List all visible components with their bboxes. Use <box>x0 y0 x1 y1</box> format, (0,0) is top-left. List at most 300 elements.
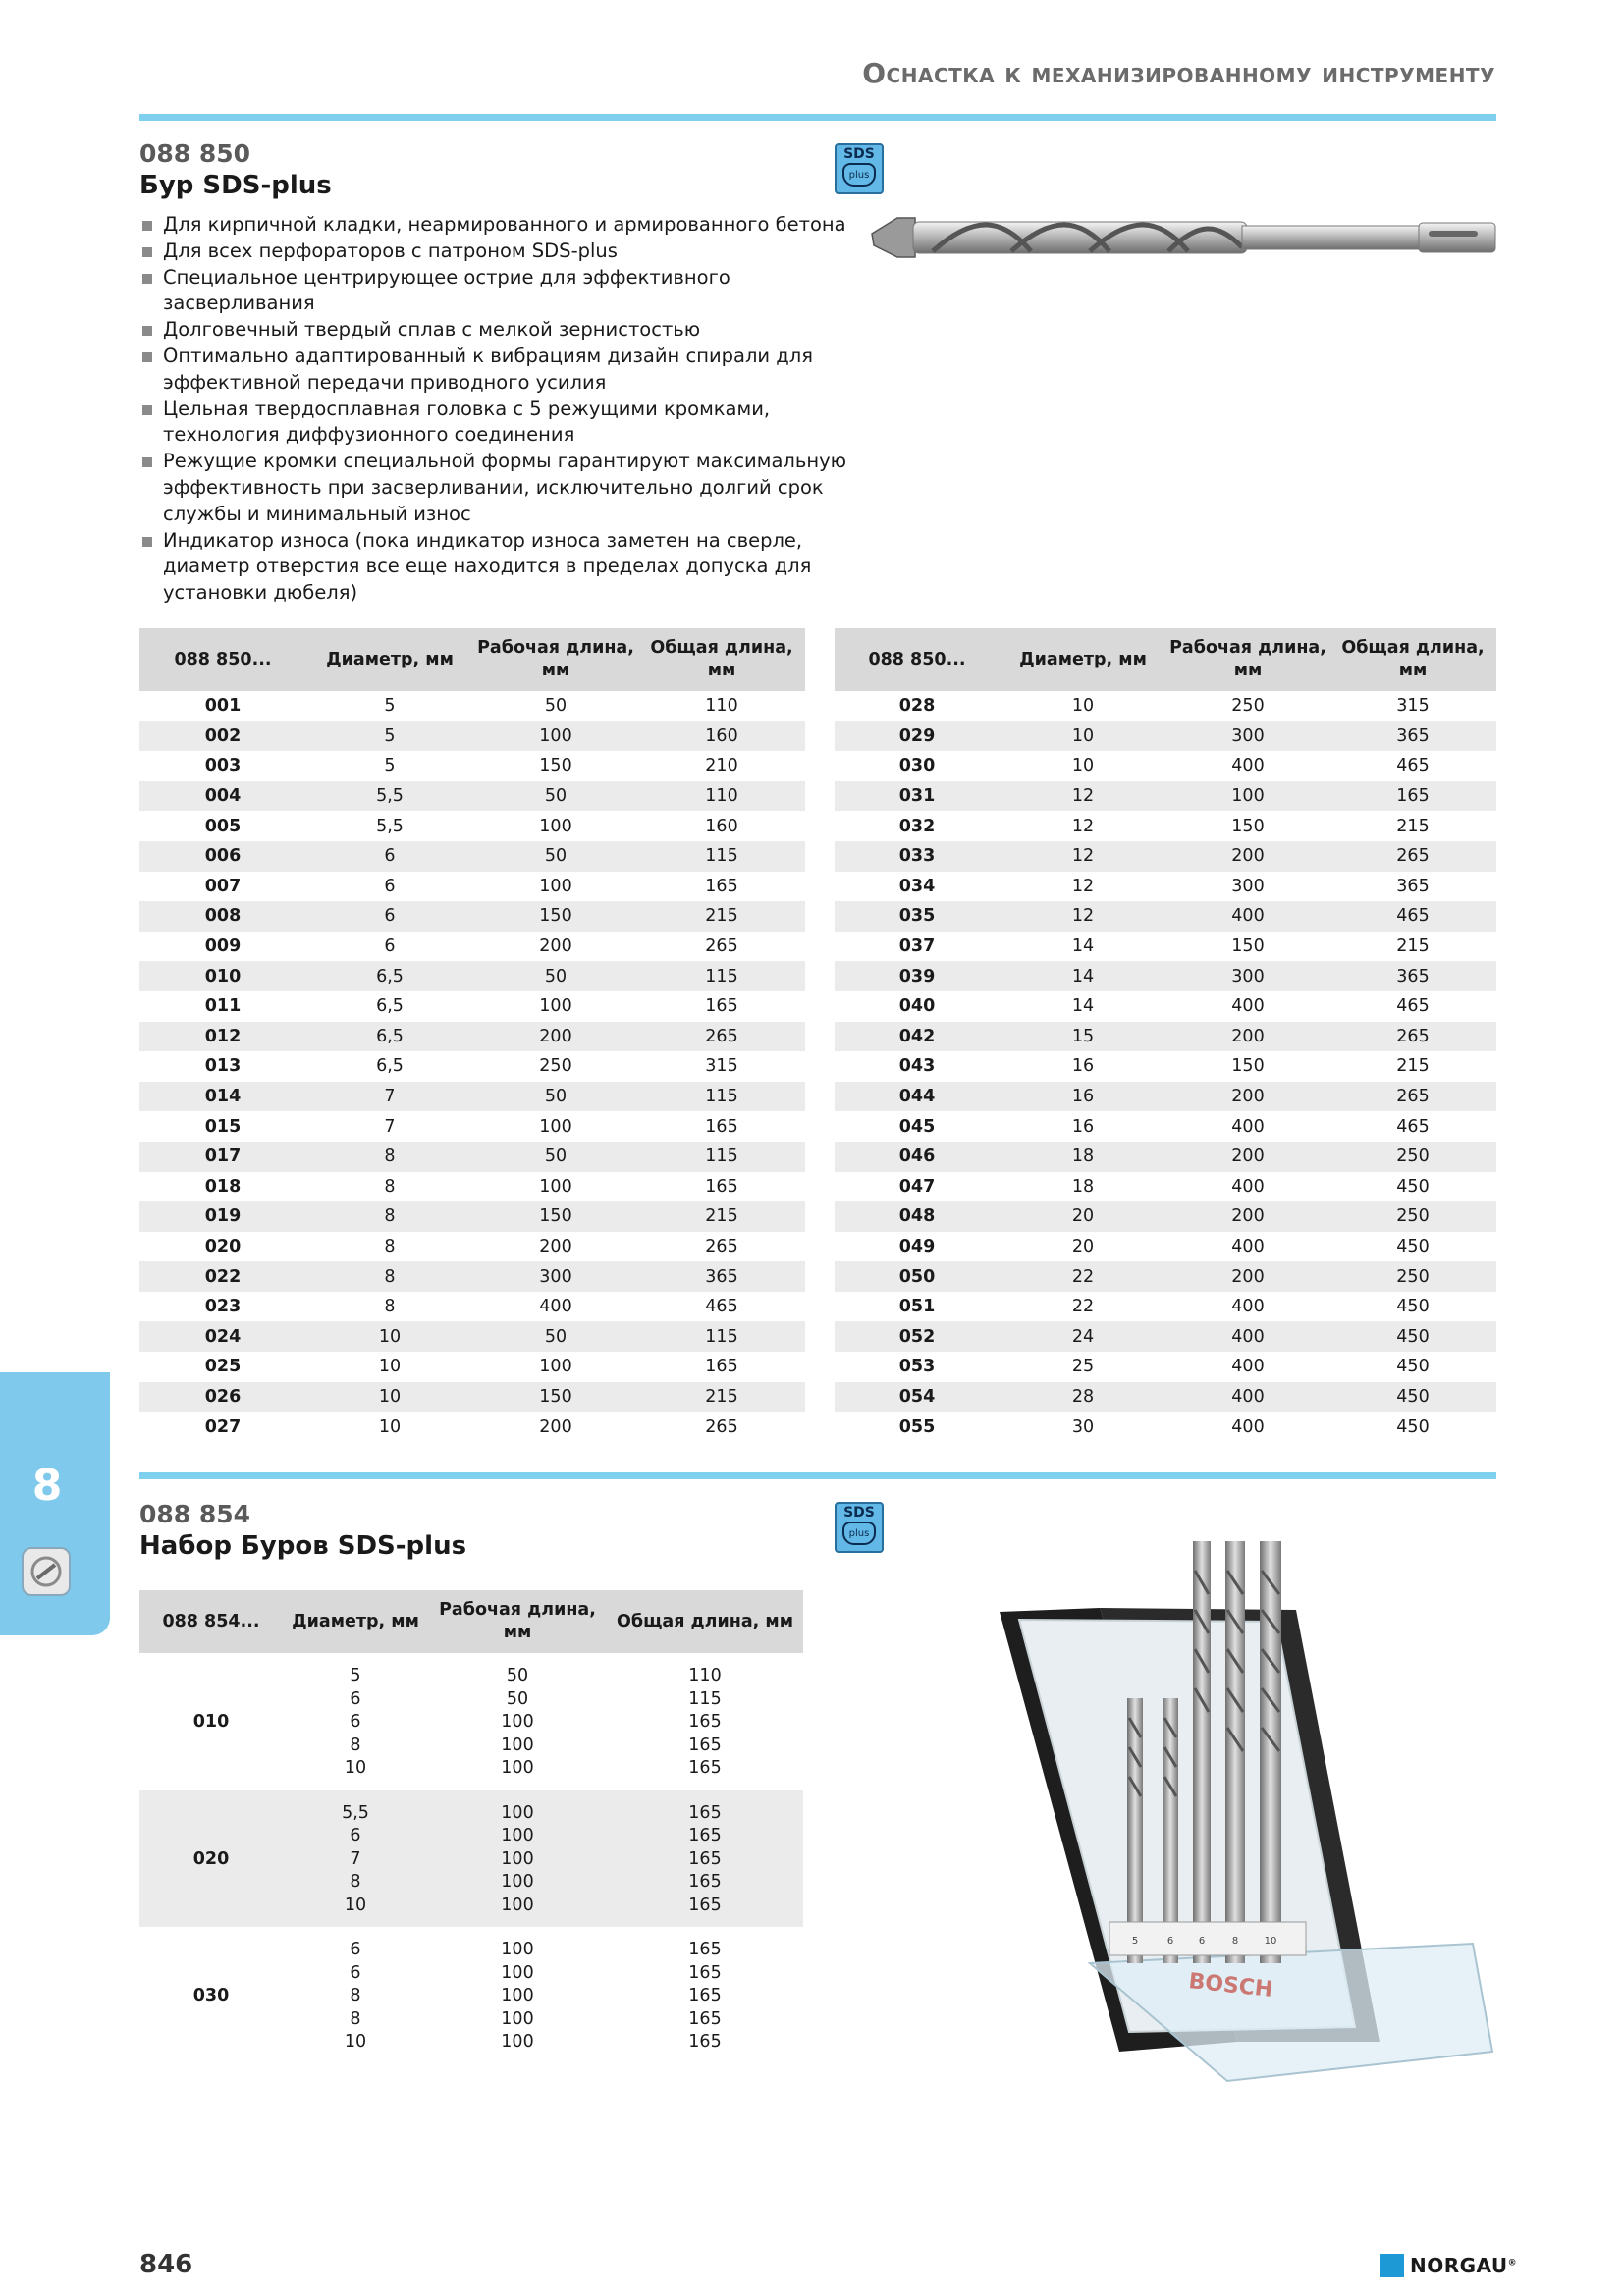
total-length-cell: 165 <box>705 876 738 896</box>
feature-item: Долговечный твердый сплав с мелкой зернистостью <box>139 317 866 344</box>
total-length-cell: 215 <box>638 901 805 932</box>
diameter-cell <box>283 1927 428 2064</box>
table-row <box>139 1111 805 1142</box>
diameter-cell: 10 <box>1000 721 1166 752</box>
feature-item: Цельная твердосплавная головка с 5 режущими кромками, технология диффузионного соединения <box>139 397 866 450</box>
article-cell: 015 <box>204 1116 242 1137</box>
value-line: 165 <box>688 1712 722 1732</box>
article-cell: 030 <box>898 756 936 776</box>
work-length-cell: 200 <box>1166 1261 1329 1292</box>
total-length-cell: 450 <box>1329 1321 1496 1352</box>
work-length-cell: 400 <box>1231 756 1265 776</box>
total-length-cell: 450 <box>1396 1236 1430 1256</box>
value-line: 6 <box>350 1940 361 1959</box>
article-cell: 027 <box>204 1416 242 1437</box>
value-line: 165 <box>688 1758 722 1778</box>
diameter-cell: 14 <box>1071 996 1095 1017</box>
article-cell: 047 <box>898 1176 936 1197</box>
case-label-5: 10 <box>1264 1936 1277 1947</box>
total-length-cell: 115 <box>638 1082 805 1112</box>
work-length-cell: 400 <box>1166 1321 1329 1352</box>
diameter-cell: 5,5 <box>306 781 473 812</box>
sds-icon-sublabel: plus <box>842 1522 876 1545</box>
case-label-3: 6 <box>1198 1936 1206 1947</box>
work-length-cell: 100 <box>539 1116 572 1137</box>
value-line: 5 <box>350 1666 361 1685</box>
table-row <box>835 1172 1496 1202</box>
total-length-cell: 450 <box>1329 1382 1496 1413</box>
table-row <box>835 841 1496 872</box>
value-line: 6 <box>350 1962 361 1983</box>
diameter-cell: 30 <box>1071 1416 1095 1437</box>
work-length-cell: 400 <box>1166 901 1329 932</box>
work-length-cell: 150 <box>1231 816 1265 836</box>
article-cell: 020 <box>204 1236 242 1256</box>
article-cell: 042 <box>835 1022 1000 1052</box>
value-line: 8 <box>350 1735 361 1755</box>
value-line: 10 <box>344 2032 367 2052</box>
diameter-cell: 7 <box>384 1116 396 1137</box>
value-line: 165 <box>688 1940 722 1959</box>
table-row <box>835 901 1496 932</box>
value-line: 7 <box>350 1848 361 1869</box>
article-cell: 013 <box>204 1056 242 1077</box>
work-length-cell: 300 <box>1231 876 1265 896</box>
diameter-cell: 18 <box>1000 1142 1166 1172</box>
diameter-cell: 10 <box>306 1321 473 1352</box>
article-cell: 049 <box>898 1236 936 1256</box>
table-row <box>835 1051 1496 1082</box>
work-length-cell: 200 <box>1166 1142 1329 1172</box>
total-length-cell: 315 <box>1396 696 1430 717</box>
work-length-cell: 150 <box>473 1201 638 1232</box>
total-length-cell <box>607 1790 803 1928</box>
work-length-cell: 200 <box>539 1236 572 1256</box>
diameter-cell: 10 <box>306 1382 473 1413</box>
table-row <box>835 721 1496 752</box>
table-row <box>139 1022 805 1052</box>
total-length-cell: 450 <box>1396 1357 1430 1377</box>
diameter-cell: 14 <box>1071 936 1095 957</box>
article-cell: 004 <box>139 781 306 812</box>
brand-square-icon <box>1380 2254 1404 2277</box>
work-length-cell: 400 <box>1231 1297 1265 1317</box>
sds-plus-icon <box>835 1502 884 1553</box>
diameter-cell: 18 <box>1071 1176 1095 1197</box>
article-cell: 009 <box>204 936 242 957</box>
total-length-cell: 210 <box>705 756 738 776</box>
total-length-cell: 265 <box>1329 1022 1496 1052</box>
diameter-cell: 10 <box>1071 756 1095 776</box>
brand-logo <box>1380 2254 1517 2277</box>
total-length-cell: 265 <box>638 1022 805 1052</box>
value-line: 100 <box>501 1872 534 1892</box>
table-row <box>835 1232 1496 1262</box>
diameter-cell: 16 <box>1071 1056 1095 1077</box>
case-label-1: 5 <box>1131 1936 1139 1947</box>
table-row <box>139 1201 805 1232</box>
brand-name: NORGAU <box>1410 2254 1508 2277</box>
table-row <box>835 1352 1496 1382</box>
value-line: 100 <box>501 1802 534 1823</box>
work-length-cell: 200 <box>539 936 572 957</box>
diameter-cell: 12 <box>1071 816 1095 836</box>
value-line: 165 <box>688 1802 722 1823</box>
case-label-4: 8 <box>1231 1936 1239 1947</box>
table-row <box>835 811 1496 841</box>
table-row <box>139 1172 805 1202</box>
total-length-cell: 165 <box>705 1116 738 1137</box>
diameter-cell: 6,5 <box>376 1056 404 1077</box>
table-row <box>139 781 805 812</box>
diameter-cell: 14 <box>1000 961 1166 991</box>
article-cell: 025 <box>204 1357 242 1377</box>
section-title: Оснастка к механизированному инструменту <box>862 57 1495 89</box>
table-row <box>835 1382 1496 1413</box>
table-row <box>139 721 805 752</box>
feature-item: Оптимально адаптированный к вибрациям дизайн спирали для эффективной передачи приводного усилия <box>139 344 866 397</box>
diameter-cell: 12 <box>1000 901 1166 932</box>
diameter-cell: 5 <box>384 696 396 717</box>
value-line: 100 <box>501 1758 534 1778</box>
work-length-cell: 400 <box>1231 1416 1265 1437</box>
total-length-cell: 160 <box>638 721 805 752</box>
value-line: 100 <box>501 1895 534 1915</box>
work-length-cell <box>428 1653 607 1790</box>
work-length-cell: 300 <box>1166 961 1329 991</box>
section-rule <box>139 1472 1496 1479</box>
article-cell: 029 <box>835 721 1000 752</box>
value-line: 6 <box>350 1826 361 1845</box>
work-length-cell: 150 <box>539 756 572 776</box>
article-cell: 014 <box>139 1082 306 1112</box>
table-row <box>139 991 805 1022</box>
value-line: 8 <box>350 1872 361 1892</box>
total-length-cell: 250 <box>1329 1201 1496 1232</box>
table-row <box>835 991 1496 1022</box>
work-length-cell: 50 <box>473 961 638 991</box>
total-length-cell: 110 <box>705 696 738 717</box>
value-line: 5,5 <box>342 1802 369 1823</box>
article-cell: 026 <box>139 1382 306 1413</box>
col-work-length: Рабочая длина, мм <box>1166 628 1329 691</box>
diameter-cell: 8 <box>384 1297 396 1317</box>
work-length-cell: 250 <box>539 1056 572 1077</box>
drill-set-case-image <box>982 1531 1502 2091</box>
work-length-cell: 300 <box>473 1261 638 1292</box>
diameter-cell: 12 <box>1000 781 1166 812</box>
total-length-cell: 365 <box>638 1261 805 1292</box>
work-length-cell: 200 <box>1166 1201 1329 1232</box>
total-length-cell: 265 <box>1329 841 1496 872</box>
table-row <box>835 932 1496 962</box>
spec-table-left <box>139 628 805 1442</box>
total-length-cell: 165 <box>1329 781 1496 812</box>
case-label-2: 6 <box>1166 1936 1174 1947</box>
diameter-cell: 6,5 <box>306 961 473 991</box>
brand-mark: ® <box>1507 2258 1518 2269</box>
diameter-cell: 5 <box>384 756 396 776</box>
value-line: 165 <box>688 2032 722 2052</box>
work-length-cell: 400 <box>1166 1382 1329 1413</box>
table-row <box>835 691 1496 721</box>
work-length-cell: 150 <box>473 1382 638 1413</box>
table-row <box>139 1051 805 1082</box>
table-row <box>139 872 805 902</box>
total-length-cell: 250 <box>1329 1142 1496 1172</box>
diameter-cell: 6 <box>306 841 473 872</box>
work-length-cell: 200 <box>473 1022 638 1052</box>
diameter-cell: 5 <box>306 721 473 752</box>
work-length-cell: 50 <box>473 841 638 872</box>
total-length-cell: 115 <box>638 1321 805 1352</box>
product-code: 088 854 <box>139 1500 251 1528</box>
work-length-cell: 400 <box>1231 1236 1265 1256</box>
value-line: 110 <box>688 1666 722 1685</box>
article-cell: 037 <box>898 936 936 957</box>
table-row <box>139 1653 803 1790</box>
diameter-cell: 6,5 <box>306 1022 473 1052</box>
work-length-cell: 50 <box>473 1142 638 1172</box>
total-length-cell: 215 <box>638 1201 805 1232</box>
diameter-cell: 8 <box>306 1261 473 1292</box>
article-cell: 034 <box>898 876 936 896</box>
article-cell: 040 <box>898 996 936 1017</box>
total-length-cell: 265 <box>705 1416 738 1437</box>
table-row <box>139 901 805 932</box>
diameter-cell: 8 <box>306 1201 473 1232</box>
article-cell: 022 <box>139 1261 306 1292</box>
total-length-cell: 450 <box>1396 1176 1430 1197</box>
drill-bit-icon <box>22 1547 71 1596</box>
diameter-cell: 10 <box>378 1416 402 1437</box>
diameter-cell: 6,5 <box>376 996 404 1017</box>
value-line: 165 <box>688 1826 722 1845</box>
total-length-cell: 365 <box>1329 961 1496 991</box>
spec-table-right <box>835 628 1496 1442</box>
product-name: Бур SDS-plus <box>139 171 332 200</box>
article-cell: 018 <box>204 1176 242 1197</box>
article-cell: 050 <box>835 1261 1000 1292</box>
drill-bit-image <box>864 196 1502 285</box>
sds-plus-icon <box>835 143 884 194</box>
table-row <box>835 1412 1496 1442</box>
value-line: 100 <box>501 1940 534 1959</box>
table-row <box>835 1261 1496 1292</box>
col-article: 088 850... <box>139 628 306 691</box>
total-length-cell: 450 <box>1396 1297 1430 1317</box>
total-length-cell: 465 <box>1396 996 1430 1017</box>
product-code: 088 850 <box>139 139 251 168</box>
work-length-cell: 50 <box>544 696 568 717</box>
work-length-cell: 100 <box>539 996 572 1017</box>
table-row <box>139 1292 805 1322</box>
table-row <box>139 1382 805 1413</box>
work-length-cell: 100 <box>1166 781 1329 812</box>
total-length-cell: 265 <box>1329 1082 1496 1112</box>
total-length-cell: 215 <box>638 1382 805 1413</box>
feature-item: Специальное центрирующее острие для эффективного засверливания <box>139 265 866 318</box>
value-line: 100 <box>501 2032 534 2052</box>
article-cell: 003 <box>204 756 242 776</box>
work-length-cell <box>428 1927 607 2064</box>
total-length-cell: 250 <box>1329 1261 1496 1292</box>
work-length-cell: 50 <box>473 1321 638 1352</box>
total-length-cell: 115 <box>638 961 805 991</box>
article-cell: 043 <box>898 1056 936 1077</box>
value-line: 165 <box>688 1895 722 1915</box>
diameter-cell: 15 <box>1000 1022 1166 1052</box>
article-cell: 044 <box>835 1082 1000 1112</box>
total-length-cell <box>607 1927 803 2064</box>
col-article: 088 850... <box>835 628 1000 691</box>
col-diameter: Диаметр, мм <box>1000 628 1166 691</box>
article-cell: 010 <box>139 961 306 991</box>
sds-icon-label: SDS <box>843 1505 875 1521</box>
work-length-cell: 400 <box>1231 996 1265 1017</box>
diameter-cell: 25 <box>1071 1357 1095 1377</box>
work-length-cell: 100 <box>539 876 572 896</box>
table-row <box>139 1412 805 1442</box>
table-row <box>835 1022 1496 1052</box>
table-row <box>139 1142 805 1172</box>
total-length-cell: 165 <box>705 996 738 1017</box>
total-length-cell: 265 <box>705 1236 738 1256</box>
article-cell: 008 <box>139 901 306 932</box>
work-length-cell <box>428 1790 607 1928</box>
article-cell: 031 <box>835 781 1000 812</box>
feature-item: Для всех перфораторов с патроном SDS-plus <box>139 239 866 265</box>
total-length-cell: 315 <box>705 1056 738 1077</box>
col-article: 088 854... <box>139 1590 283 1653</box>
total-length-cell: 465 <box>705 1297 738 1317</box>
col-total-length: Общая длина, мм <box>1329 628 1496 691</box>
table-row <box>835 751 1496 781</box>
value-line: 165 <box>688 1962 722 1983</box>
work-length-cell: 50 <box>473 1082 638 1112</box>
work-length-cell: 200 <box>1166 1082 1329 1112</box>
work-length-cell: 100 <box>539 1176 572 1197</box>
work-length-cell: 150 <box>473 901 638 932</box>
work-length-cell: 400 <box>1231 1116 1265 1137</box>
feature-item: Для кирпичной кладки, неармированного и армированного бетона <box>139 212 866 239</box>
header-rule <box>139 114 1496 121</box>
table-row <box>835 872 1496 902</box>
diameter-cell: 8 <box>384 1176 396 1197</box>
set-table <box>139 1590 803 2064</box>
total-length-cell: 115 <box>638 1142 805 1172</box>
table-row <box>139 1352 805 1382</box>
diameter-cell: 5,5 <box>376 816 404 836</box>
value-line: 165 <box>688 1848 722 1869</box>
total-length-cell: 365 <box>1396 876 1430 896</box>
article-cell: 035 <box>835 901 1000 932</box>
feature-item: Индикатор износа (пока индикатор износа заметен на сверле, диаметр отверстия все еще находится в пределах допуска для установки дюбеля) <box>139 528 866 607</box>
total-length-cell: 465 <box>1396 756 1430 776</box>
table-row <box>835 1292 1496 1322</box>
article-cell: 017 <box>139 1142 306 1172</box>
value-line: 6 <box>350 1712 361 1732</box>
total-length-cell: 365 <box>1329 721 1496 752</box>
total-length-cell: 165 <box>705 1176 738 1197</box>
table-row <box>139 1232 805 1262</box>
article-cell: 048 <box>835 1201 1000 1232</box>
article-cell: 002 <box>139 721 306 752</box>
diameter-cell: 10 <box>378 1357 402 1377</box>
total-length-cell: 215 <box>1396 1056 1430 1077</box>
diameter-cell: 12 <box>1000 841 1166 872</box>
diameter-cell: 8 <box>384 1236 396 1256</box>
article-cell: 006 <box>139 841 306 872</box>
table-row <box>835 1142 1496 1172</box>
article-cell: 052 <box>835 1321 1000 1352</box>
article-cell: 012 <box>139 1022 306 1052</box>
article-cell: 024 <box>139 1321 306 1352</box>
feature-item: Режущие кромки специальной формы гарантируют максимальную эффективность при засверливании, исключительно долгий срок службы и минимальный износ <box>139 449 866 527</box>
value-line: 10 <box>344 1758 367 1778</box>
value-line: 100 <box>501 1826 534 1845</box>
article-cell: 030 <box>192 1986 230 2005</box>
diameter-cell: 20 <box>1000 1201 1166 1232</box>
article-cell: 007 <box>204 876 242 896</box>
value-line: 165 <box>688 1986 722 2005</box>
total-length-cell: 465 <box>1329 901 1496 932</box>
diameter-cell: 6 <box>384 936 396 957</box>
value-line: 115 <box>688 1688 722 1709</box>
table-row <box>139 1790 803 1928</box>
article-cell: 045 <box>898 1116 936 1137</box>
diameter-cell: 8 <box>306 1142 473 1172</box>
total-length-cell: 110 <box>638 781 805 812</box>
col-total-length: Общая длина, мм <box>607 1590 803 1653</box>
value-line: 50 <box>506 1688 529 1709</box>
article-cell: 023 <box>204 1297 242 1317</box>
article-cell: 010 <box>192 1712 230 1732</box>
article-cell: 055 <box>898 1416 936 1437</box>
article-cell: 011 <box>204 996 242 1017</box>
diameter-cell: 16 <box>1071 1116 1095 1137</box>
work-length-cell: 150 <box>1231 1056 1265 1077</box>
work-length-cell: 200 <box>1166 841 1329 872</box>
sds-icon-sublabel: plus <box>842 163 876 187</box>
article-cell: 001 <box>204 696 242 717</box>
table-row <box>835 961 1496 991</box>
article-cell: 046 <box>835 1142 1000 1172</box>
total-length-cell: 465 <box>1396 1116 1430 1137</box>
article-cell: 054 <box>835 1382 1000 1413</box>
work-length-cell: 400 <box>1231 1357 1265 1377</box>
table-row <box>139 961 805 991</box>
value-line: 100 <box>501 2008 534 2029</box>
table-row <box>835 1201 1496 1232</box>
article-cell: 032 <box>898 816 936 836</box>
work-length-cell: 150 <box>1231 936 1265 957</box>
table-row <box>139 1927 803 2064</box>
article-cell: 028 <box>898 696 936 717</box>
case-brand-logo: BOSCH <box>1187 1969 1274 2002</box>
work-length-cell: 200 <box>1166 1022 1329 1052</box>
col-diameter: Диаметр, мм <box>306 628 473 691</box>
diameter-cell: 16 <box>1000 1082 1166 1112</box>
product-name: Набор Буров SDS-plus <box>139 1531 467 1561</box>
chapter-number: 8 <box>31 1461 63 1511</box>
total-length-cell <box>607 1653 803 1790</box>
total-length-cell: 115 <box>638 841 805 872</box>
work-length-cell: 300 <box>1166 721 1329 752</box>
article-cell: 005 <box>204 816 242 836</box>
value-line: 8 <box>350 1986 361 2005</box>
value-line: 165 <box>688 1735 722 1755</box>
